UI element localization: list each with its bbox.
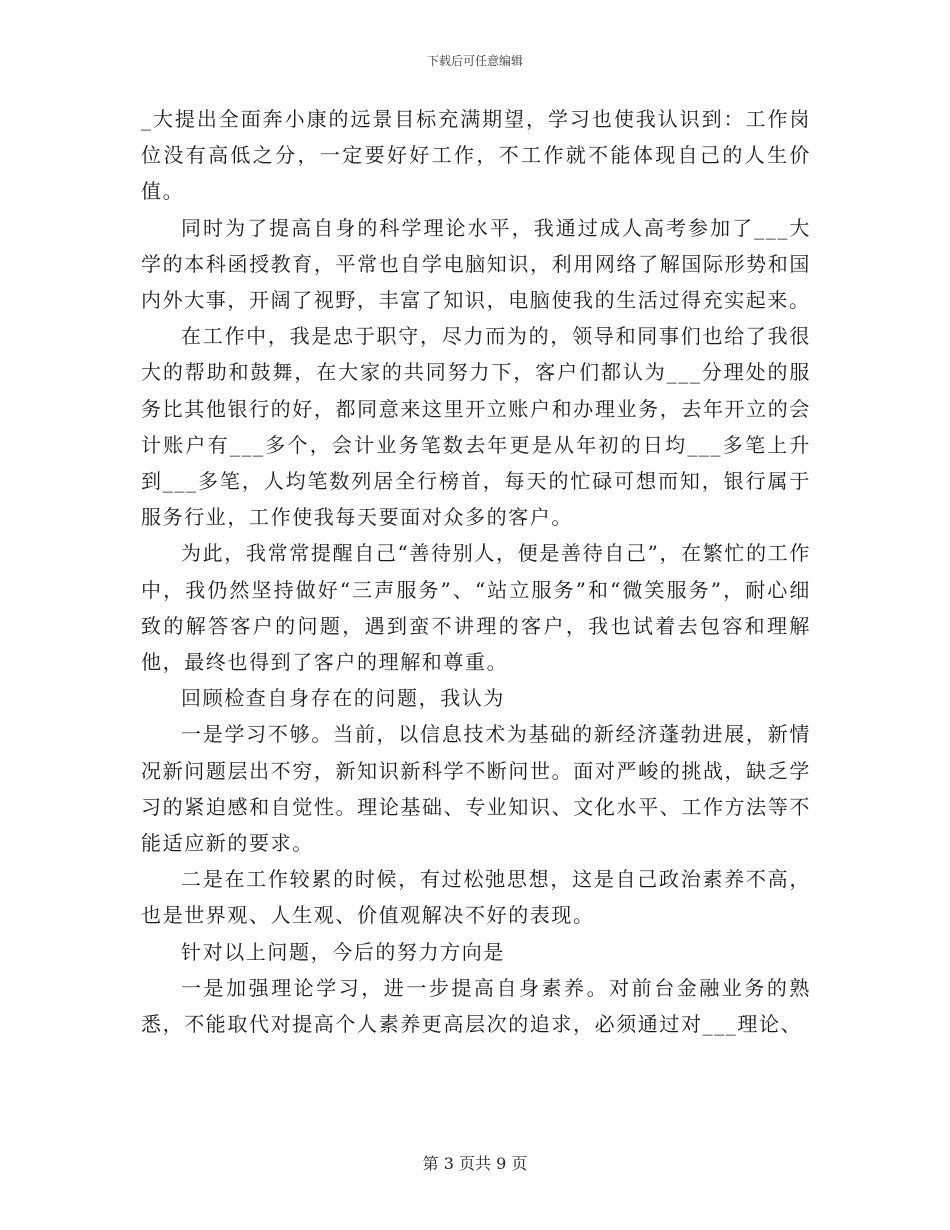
paragraph: 为此，我常常提醒自己“善待别人，便是善待自己”，在繁忙的工作中，我仍然坚持做好“三声服务”、“站立服务”和“微笑服务”，耐心细致的解答客户的问题，遇到蛮不讲理的客户，我也试着去包容和理解他，最终也得到了客户的理解和尊重。 <box>141 541 811 675</box>
paragraph: 一是加强理论学习，进一步提高自身素养。对前台金融业务的熟悉，不能取代对提高个人素养更高层次的追求，必须通过对___理论、 <box>141 975 811 1037</box>
document-body <box>141 101 811 1042</box>
page-number: 第 3 页共 9 页 <box>422 1154 528 1173</box>
paragraph: 回顾检查自身存在的问题，我认为 <box>181 686 505 711</box>
paragraph: 同时为了提高自身的科学理论水平，我通过成人高考参加了___大学的本科函授教育，平常也自学电脑知识，利用网络了解国际形势和国内外大事，开阔了视野，丰富了知识，电脑使我的生活过得充实起来。 <box>141 215 811 313</box>
page-header: 下载后可任意编辑 <box>426 54 523 68</box>
paragraph: 二是在工作较累的时候，有过松弛思想，这是自己政治素养不高，也是世界观、人生观、价值观解决不好的表现。 <box>141 867 811 928</box>
paragraph: _大提出全面奔小康的远景目标充满期望，学习也使我认识到：工作岗位没有高低之分，一定要好好工作，不工作就不能体现自己的人生价值。 <box>141 107 811 204</box>
paragraph: 在工作中，我是忠于职守，尽力而为的，领导和同事们也给了我很大的帮助和鼓舞，在大家的共同努力下，客户们都认为___分理处的服务比其他银行的好，都同意来这里开立账户和办理业务，去年开立的会计账户有___多个，会计业务笔数去年更是从年初的日均___多笔上升到___多笔，人均笔数列居全行榜首，每天的忙碌可想而知，银行属于服务行业，工作使我每天要面对众多的客户。 <box>141 324 811 530</box>
paragraph: 针对以上问题，今后的努力方向是 <box>181 939 505 964</box>
paragraph: 一是学习不够。当前，以信息技术为基础的新经济蓬勃进展，新情况新问题层出不穷，新知识新科学不断问世。面对严峻的挑战，缺乏学习的紧迫感和自觉性。理论基础、专业知识、文化水平、工作方法等不能适应新的要求。 <box>141 722 811 856</box>
